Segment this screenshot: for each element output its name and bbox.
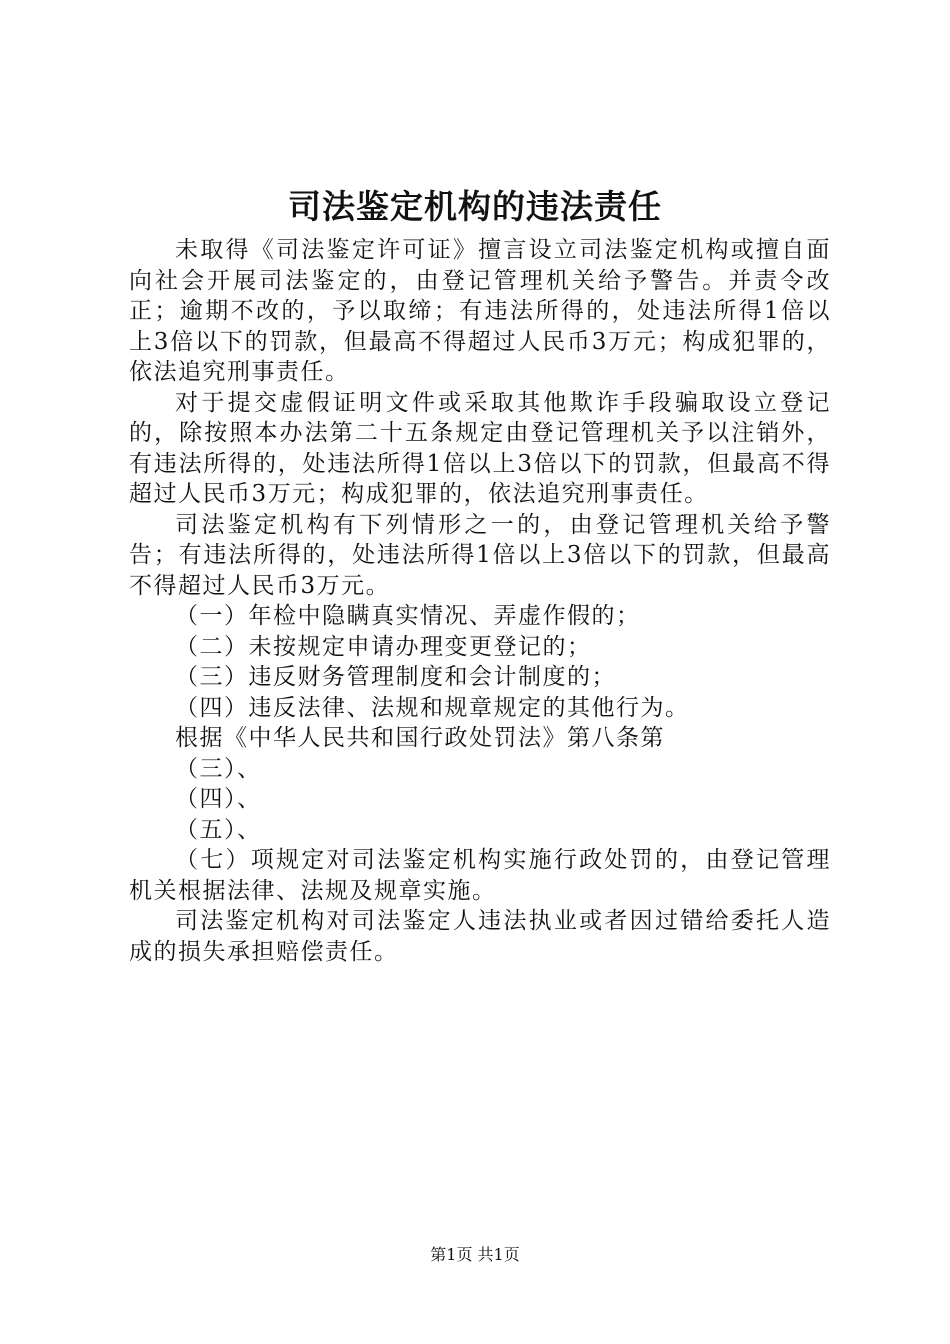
list-item-8: （五）、 (175, 816, 262, 843)
list-item-3: （三）违反财务管理制度和会计制度的； (175, 664, 616, 690)
list-item-6: （三）、 (175, 755, 262, 782)
page-footer: 第1页 共1页 (430, 1245, 520, 1264)
list-item-7: （四）、 (175, 786, 262, 812)
document-body (129, 235, 831, 967)
list-item-4: （四）违反法律、法规和规章规定的其他行为。 (175, 694, 690, 721)
paragraph-4: （七）项规定对司法鉴定机构实施行政处罚的，由登记管理机关根据法律、法规及规章实施。 (129, 847, 831, 904)
list-item-2: （二）未按规定申请办理变更登记的； (175, 633, 592, 660)
paragraph-2: 对于提交虚假证明文件或采取其他欺诈手段骗取设立登记的，除按照本办法第二十五条规定由登记管理机关予以注销外，有违法所得的，处违法所得1倍以上3倍以下的罚款，但最高不得超过人民币3万元；构成犯罪的，依法追究刑事责任。 (129, 389, 831, 507)
paragraph-5: 司法鉴定机构对司法鉴定人违法执业或者因过错给委托人造成的损失承担赔偿责任。 (129, 908, 831, 965)
document-title: 司法鉴定机构的违法责任 (288, 187, 662, 226)
list-item-5: 根据《中华人民共和国行政处罚法》第八条第 (175, 725, 665, 751)
list-item-1: （一）年检中隐瞒真实情况、弄虚作假的； (175, 603, 641, 629)
paragraph-1: 未取得《司法鉴定许可证》擅言设立司法鉴定机构或擅自面向社会开展司法鉴定的，由登记管理机关给予警告。并责令改正；逾期不改的，予以取缔；有违法所得的，处违法所得1倍以上3倍以下的罚款，但最高不得超过人民币3万元；构成犯罪的，依法追究刑事责任。 (129, 237, 831, 385)
paragraph-3: 司法鉴定机构有下列情形之一的，由登记管理机关给予警告；有违法所得的，处违法所得1倍以上3倍以下的罚款，但最高不得超过人民币3万元。 (129, 511, 831, 599)
